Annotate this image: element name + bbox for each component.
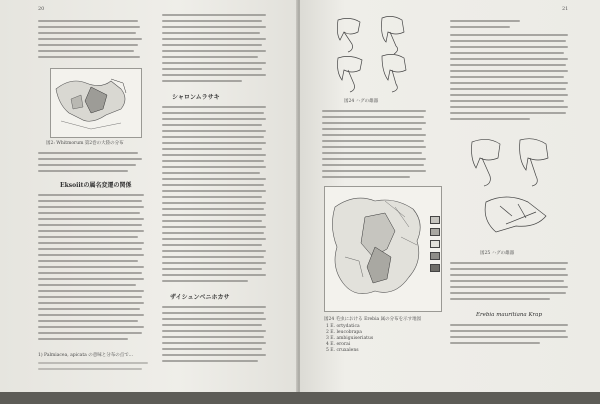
legend-entry: 3 E. ambiguiseriatus: [326, 336, 374, 341]
left-subheading-2: ザイシュンベニホカサ: [170, 294, 230, 301]
right-page-number: 21: [562, 6, 569, 12]
left-section-heading: Eksoiitの属名変遷の関係: [60, 182, 132, 189]
right-figure1-caption: 図24 ハグの雄器: [344, 99, 379, 104]
left-figure-caption: 図2: Whitmorum 第2巻の大陸の分布: [46, 141, 124, 146]
left-footnote: 1) Palmiacea, apicata の意味と分布の点で...: [38, 353, 134, 358]
left-page: [0, 0, 298, 404]
genitalia-drawings-top: [330, 10, 428, 96]
right-figure2-caption: 図24 毛虫における Erebia 属の分布を示す地図: [324, 317, 422, 322]
legend-entry: 5 E. cruxalens: [326, 348, 359, 353]
distribution-map-figure: [50, 68, 142, 138]
genitalia-drawings-right: [466, 132, 566, 244]
species-heading: Erebia mauritiana Krap: [476, 312, 542, 318]
right-page: [300, 0, 600, 404]
erebia-distribution-map: [324, 186, 442, 312]
left-subheading-1: シャロンムラサキ: [172, 94, 220, 101]
left-page-number: 20: [38, 6, 45, 12]
table-surface: [0, 392, 600, 404]
right-figure3-caption: 図25 ハグの雄器: [480, 251, 515, 256]
legend-entry: 2 E. leucobrapa: [326, 330, 362, 335]
legend-entry: 4 E. erorai: [326, 342, 351, 347]
legend-entry: 1 E. ortydatica: [326, 324, 360, 329]
